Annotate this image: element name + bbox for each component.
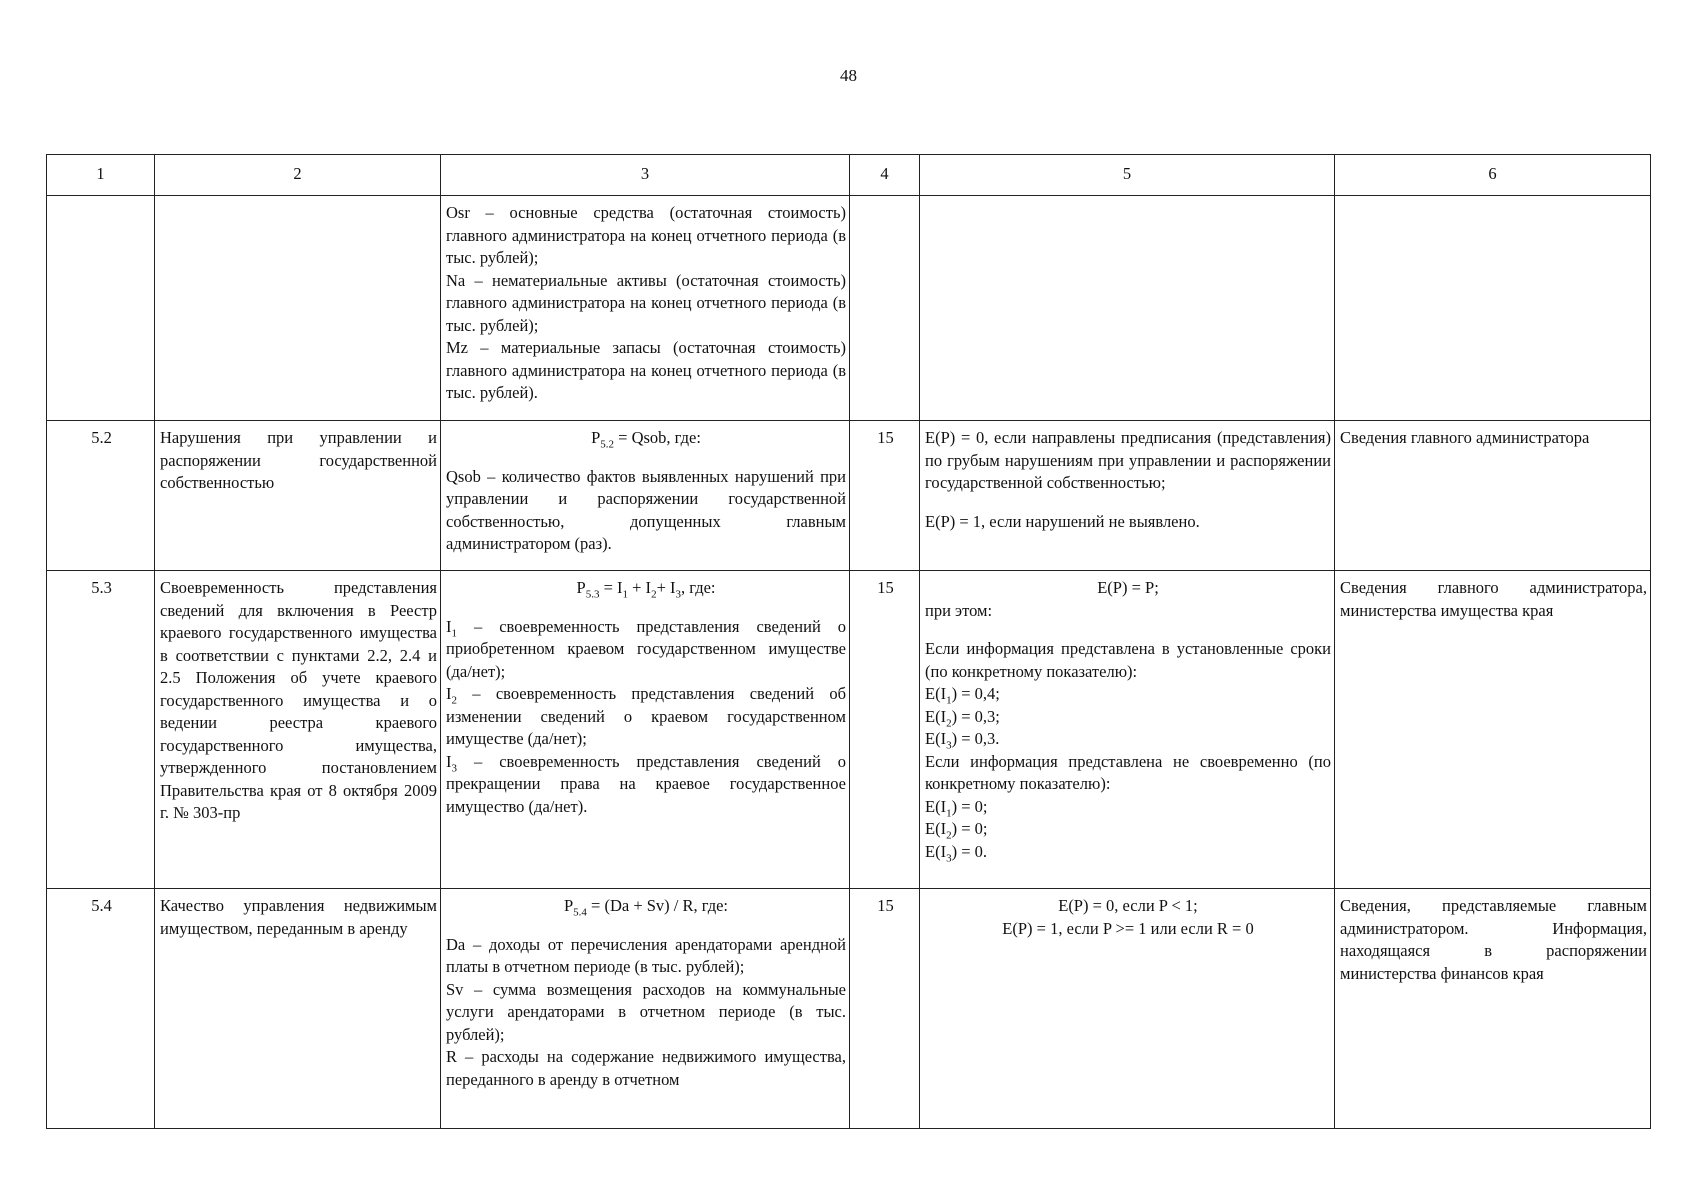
indicator-formula — [441, 421, 850, 571]
sv-definition: Sv – сумма возмещения расходов на коммунальные услуги арендаторами в отчетном периоде (в тыс. рублей); — [446, 979, 846, 1044]
indicator-evaluation — [920, 571, 1335, 889]
indicator-weight: 15 — [850, 889, 920, 1129]
table-row-5-3 — [47, 571, 1651, 889]
evaluation-on-time-value-2: $E(I_2) = 0,3$; — [925, 706, 1000, 729]
indicators-table — [46, 154, 1651, 1129]
evaluation-on-time-value-3: $E(I_3) = 0,3$. — [925, 729, 1000, 752]
indicator-name: Своевременность представления сведений для включения в Реестр краевого государственного имущества в соответствии с пунктами 2.2, 2.4 и 2.5 Положения об учете краевого государственного имущества и о ведении реестра краевого государственного имущества, утвержденного постановлением Правительства края от 8 октября 2009 г. № 303-пр — [155, 571, 441, 889]
evaluation-case-1: E(P) = 0, если направлены предписания (представления) по грубым нарушениям при управлении и распоряжении государственной собственностью; — [925, 428, 1331, 492]
indicator-formula — [441, 889, 850, 1129]
formula-line: $P_{5.2}$ = Qsob, где: — [591, 428, 701, 451]
indicator-source: Сведения, представляемые главным администратором. Информация, находящаяся в распоряжении министерства финансов края — [1335, 889, 1651, 1129]
header-col-5: 5 — [920, 155, 1335, 196]
indicator-name: Качество управления недвижимым имуществом, переданным в аренду — [155, 889, 441, 1129]
r-definition: R – расходы на содержание недвижимого имущества, переданного в аренду в отчетном — [446, 1047, 846, 1089]
evaluation-late: Если информация представлена не своевременно (по конкретному показателю): — [925, 751, 1331, 793]
indicator-weight: 15 — [850, 571, 920, 889]
header-col-1: 1 — [47, 155, 155, 196]
evaluation-on-time-value-1: $E(I_1) = 0,4$; — [925, 684, 1000, 707]
indicator-source: Сведения главного администратора — [1335, 421, 1651, 571]
indicator-evaluation — [920, 421, 1335, 571]
evaluation-case-2: E(P) = 1, если нарушений не выявлено. — [925, 511, 1200, 531]
formula-line: $P_{5.4} = (Da + Sv) / R$, где: — [563, 896, 729, 919]
table-row-5-2 — [47, 421, 1651, 571]
header-col-4: 4 — [850, 155, 920, 196]
i3-definition: $I_3$ – своевременность представления сведений о прекращении права на краевое государственное имущество (да/нет). — [446, 751, 846, 816]
evaluation-note: при этом: — [925, 600, 993, 620]
formula-description: Qsob – количество фактов выявленных нарушений при управлении и распоряжении государственной собственностью, допущенных главным администратором (раз). — [446, 466, 846, 553]
cell-name — [155, 196, 441, 421]
evaluation-case-1: E(P) = 0, если P < 1; — [1058, 896, 1198, 915]
table-row-5-4 — [47, 889, 1651, 1129]
cell-num — [47, 196, 155, 421]
evaluation-case-2: E(P) = 1, если P >= 1 или если R = 0 — [1002, 918, 1254, 938]
page-number: 48 — [840, 66, 857, 85]
header-col-6: 6 — [1335, 155, 1651, 196]
cell-formula — [441, 196, 850, 421]
indicator-name: Нарушения при управлении и распоряжении государственной собственностью — [155, 421, 441, 571]
evaluation-formula: E(P) = P; — [1097, 578, 1159, 597]
table-row-continuation — [47, 196, 1651, 421]
indicator-source: Сведения главного администратора, министерства имущества края — [1335, 571, 1651, 889]
row-number: 5.4 — [47, 889, 155, 1129]
indicator-evaluation — [920, 889, 1335, 1129]
da-definition: Da – доходы от перечисления арендаторами арендной платы в отчетном периоде (в тыс. рублей); — [446, 934, 846, 976]
formula-line: $P_{5.3} = I_1 + I_2+ I_3$, где: — [576, 578, 716, 601]
row-number: 5.2 — [47, 421, 155, 571]
cell-evaluation — [920, 196, 1335, 421]
mz-definition: Mz – материальные запасы (остаточная стоимость) главного администратора на конец отчетного периода (в тыс. рублей). — [446, 338, 846, 402]
na-definition: Na – нематериальные активы (остаточная стоимость) главного администратора на конец отчетного периода (в тыс. рублей); — [446, 270, 846, 335]
header-col-2: 2 — [155, 155, 441, 196]
i1-definition: $I_1$ – своевременность представления сведений о приобретенном краевом государственном имуществе (да/нет); — [446, 616, 846, 681]
evaluation-on-time: Если информация представлена в установленные сроки (по конкретному показателю): — [925, 639, 1331, 681]
row-number: 5.3 — [47, 571, 155, 889]
osr-definition: Osr – основные средства (остаточная стоимость) главного администратора на конец отчетного периода (в тыс. рублей); — [446, 203, 846, 267]
indicator-weight: 15 — [850, 421, 920, 571]
indicator-formula — [441, 571, 850, 889]
evaluation-late-value-3: $E(I_3) = 0$. — [925, 841, 988, 864]
header-col-3: 3 — [441, 155, 850, 196]
evaluation-late-value-1: $E(I_1) = 0$; — [925, 796, 988, 819]
evaluation-late-value-2: $E(I_2) = 0$; — [925, 819, 988, 842]
i2-definition: $I_2$ – своевременность представления сведений об изменении сведений о краевом государственном имуществе (да/нет); — [446, 684, 846, 748]
cell-weight — [850, 196, 920, 421]
cell-source — [1335, 196, 1651, 421]
table-header-row — [47, 155, 1651, 196]
